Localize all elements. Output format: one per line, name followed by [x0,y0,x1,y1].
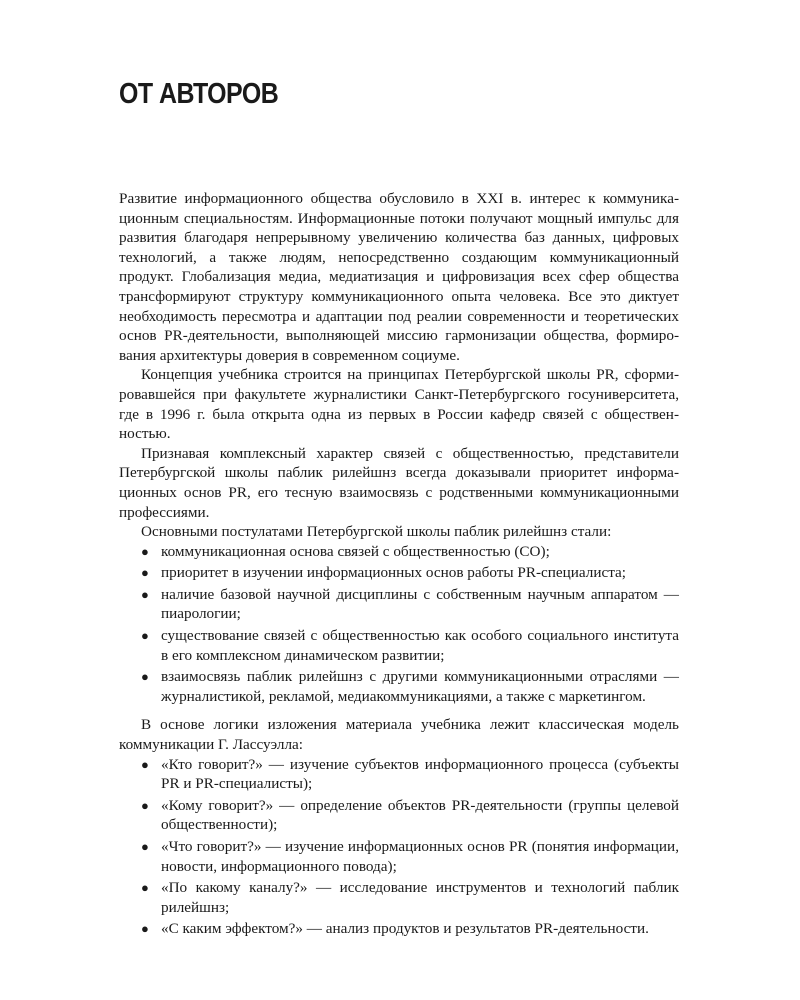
lasswell-list [119,755,679,939]
bullet-icon: ● [141,586,149,602]
postulates-list [119,542,679,707]
paragraph-concept: Концепция учебника строится на принципах Петербургской школы PR, сформировавшейся при факультете журналистики Санкт-Петербургского госуниверситета, где в 1996 г. была открыта одна из первых в России кафедр связей с общественностью. [119,366,679,443]
list-item [119,919,679,939]
list-item [119,755,679,794]
paragraph-lasswell-lead: В основе логики изложения материала учебника лежит классическая модель коммуникации Г. Лассуэлла: [119,716,679,754]
bullet-icon: ● [141,565,149,581]
paragraph-intro: Развитие информационного общества обусловило в XXI в. интерес к коммуникационным специальностям. Информационные потоки получают мощный импульс для развития благодаря непрерывному увеличению количества баз данных, цифровых технологий, а также людям, непосредственно создающим коммуникационный продукт. Глобализация медиа, медиатизация и цифровизация всех сфер общества трансформируют структуру коммуникационного опыта человека. Все это диктует необходимость пересмотра и адаптации под реалии современности и теоретических основ PR-деятельности, выполняющей миссию гармонизации общества, формирования архитектуры доверия в современном социуме. [119,190,679,364]
list-item [119,796,679,835]
list-item-text: приоритет в изучении информационных основ работы PR-специалиста; [161,564,627,582]
bullet-icon: ● [141,880,149,896]
paragraph-postulates-lead: Основными постулатами Петербургской школы паблик рилейшнз стали: [141,523,612,541]
list-item [119,542,679,562]
list-item-text: «Кому говорит?» — определение объектов PR-деятельности (группы целевой общественности); [161,796,679,834]
bullet-icon: ● [141,669,149,685]
list-item [119,563,679,583]
bullet-icon: ● [141,628,149,644]
list-item [119,878,679,917]
list-item-text: существование связей с общественностью как особого социального института в его комплексном динамическом развитии; [161,627,679,664]
list-item [119,667,679,706]
list-item-text: «По какому каналу?» — исследование инструментов и технологий паблик рилейшнз; [161,879,679,916]
list-item [119,585,679,624]
bullet-icon: ● [141,797,149,813]
list-item-text: «Кто говорит?» — изучение субъектов информационного процесса (субъекты PR и PR-специалисты); [161,755,679,793]
list-item-text: наличие базовой научной дисциплины с собственным научным аппаратом — пиарологии; [161,585,679,623]
bullet-icon: ● [141,839,149,854]
list-item-text: «С каким эффектом?» — анализ продуктов и результатов PR-деятельности. [161,920,649,938]
main-text [119,189,679,941]
bullet-icon: ● [141,543,149,559]
list-item-text: коммуникационная основа связей с общественностью (СО); [161,542,550,560]
bullet-icon: ● [141,756,149,772]
paragraph-complex-nature: Признавая комплексный характер связей с общественностью, представители Петербургской школы паблик рилейшнз всегда доказывали приоритет информационных основ PR, его тесную взаимосвязь с родственными коммуникационными профессиями. [119,444,679,521]
list-item-text: взаимосвязь паблик рилейшнз с другими коммуникационными отраслями — журналистикой, рекламой, медиакоммуникациями, а также с маркетингом. [161,668,679,705]
page-title: ОТ АВТОРОВ [119,78,279,110]
list-item-text: «Что говорит?» — изучение информационных основ PR (понятия информации, новости, информационного повода); [161,838,679,875]
list-item [119,837,679,876]
bullet-icon: ● [141,921,149,937]
list-item [119,626,679,665]
